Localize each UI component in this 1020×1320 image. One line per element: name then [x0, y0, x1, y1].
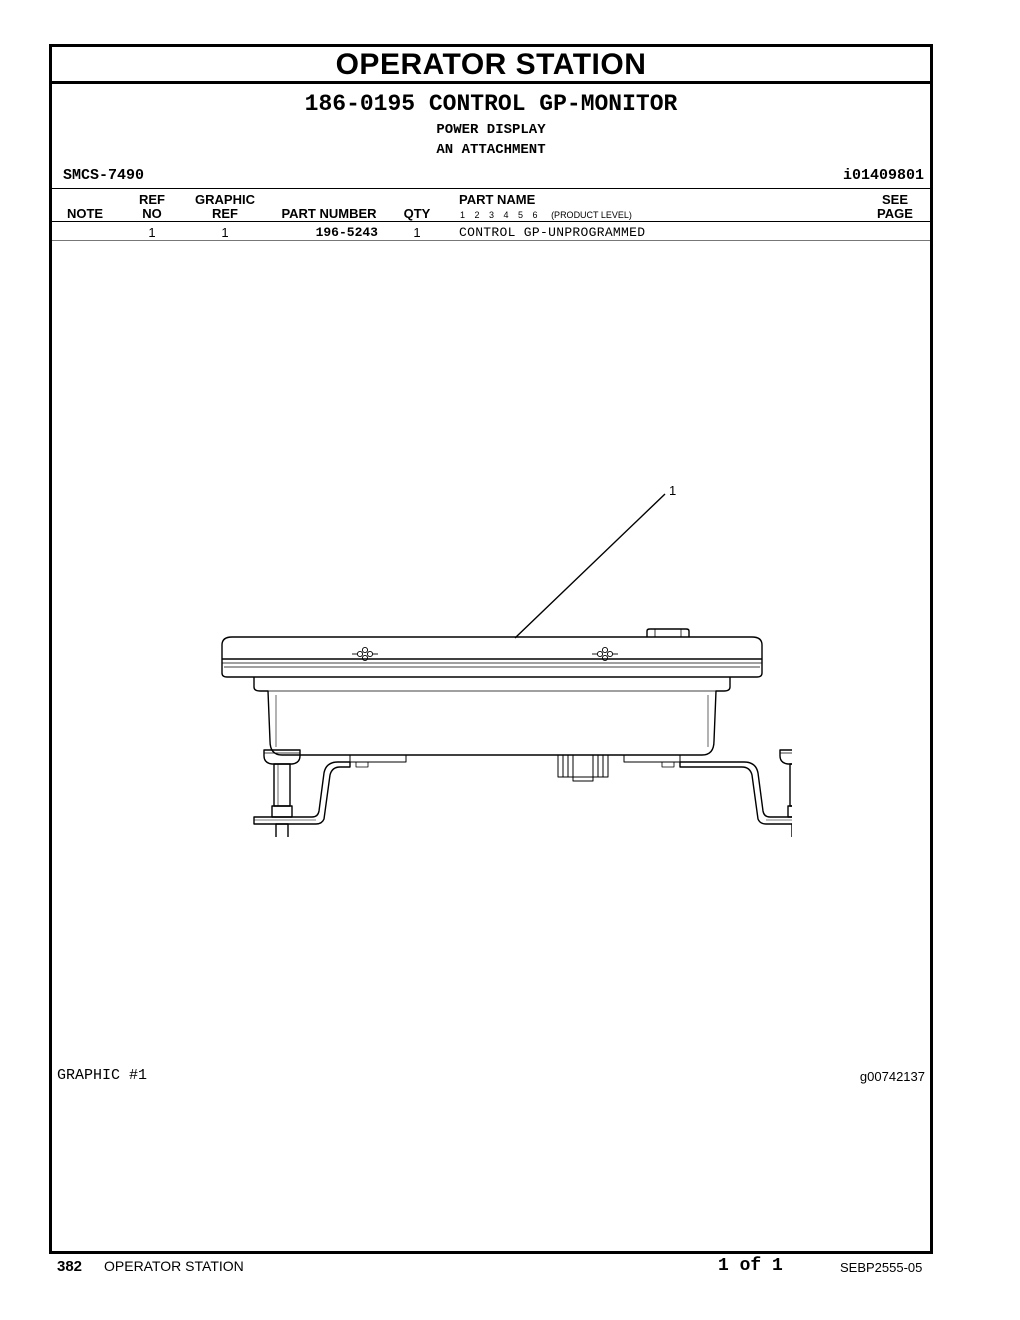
cell-part-name: CONTROL GP-UNPROGRAMMED [459, 225, 646, 240]
group-subtitle-1: POWER DISPLAY [436, 122, 546, 138]
section-title: OPERATOR STATION [52, 47, 930, 84]
graphic-id: g00742137 [859, 1069, 925, 1084]
center-connector [558, 755, 608, 781]
footer-section: OPERATOR STATION [104, 1258, 244, 1274]
cell-ref-no: 1 [148, 225, 156, 240]
footer-page-of: 1 of 1 [718, 1256, 783, 1276]
group-subtitle-2: AN ATTACHMENT [436, 142, 546, 158]
product-level-indicators [460, 210, 632, 220]
see-page-line2: PAGE [877, 206, 913, 221]
graphic-label: GRAPHIC #1 [57, 1067, 148, 1084]
column-header-part-name: PART NAME [459, 192, 536, 207]
column-header-note: NOTE [66, 206, 104, 221]
table-row-rule [52, 240, 930, 241]
footer-page-number: 382 [57, 1258, 83, 1275]
graphic-ref-line1: GRAPHIC [195, 192, 255, 207]
monitor-illustration [192, 477, 792, 837]
level-numbers: 1 2 3 4 5 6 [460, 210, 538, 220]
column-header-see-page [867, 193, 923, 221]
column-header-qty: QTY [403, 206, 431, 221]
mounting-bracket-right [680, 762, 792, 824]
see-page-line1: SEE [881, 192, 908, 207]
cell-part-number: 196-5243 [315, 225, 378, 240]
table-header-bottom-rule [52, 221, 930, 222]
cell-graphic-ref: 1 [221, 225, 229, 240]
monitor-top-cover [222, 637, 762, 677]
page-frame [49, 44, 933, 1254]
footer-doc-number: SEBP2555-05 [840, 1260, 923, 1275]
ref-no-line1: REF [139, 192, 165, 207]
column-header-part-number: PART NUMBER [281, 206, 377, 221]
column-header-graphic-ref [190, 193, 260, 221]
product-level-label: (PRODUCT LEVEL) [551, 210, 632, 220]
callout-number: 1 [669, 483, 677, 498]
info-id: i01409801 [842, 167, 924, 184]
table-header-top-rule [52, 188, 930, 189]
cell-qty: 1 [413, 225, 421, 240]
group-title: 186-0195 CONTROL GP-MONITOR [304, 91, 678, 117]
graphic-ref-line2: REF [212, 206, 238, 221]
smcs-code: SMCS-7490 [63, 167, 145, 184]
callout-leader-line [515, 494, 665, 638]
latch-tab [647, 629, 689, 637]
column-header-ref-no [132, 193, 172, 221]
mounting-bracket-left [254, 762, 350, 824]
monitor-housing [254, 677, 730, 755]
ref-no-line2: NO [142, 206, 162, 221]
